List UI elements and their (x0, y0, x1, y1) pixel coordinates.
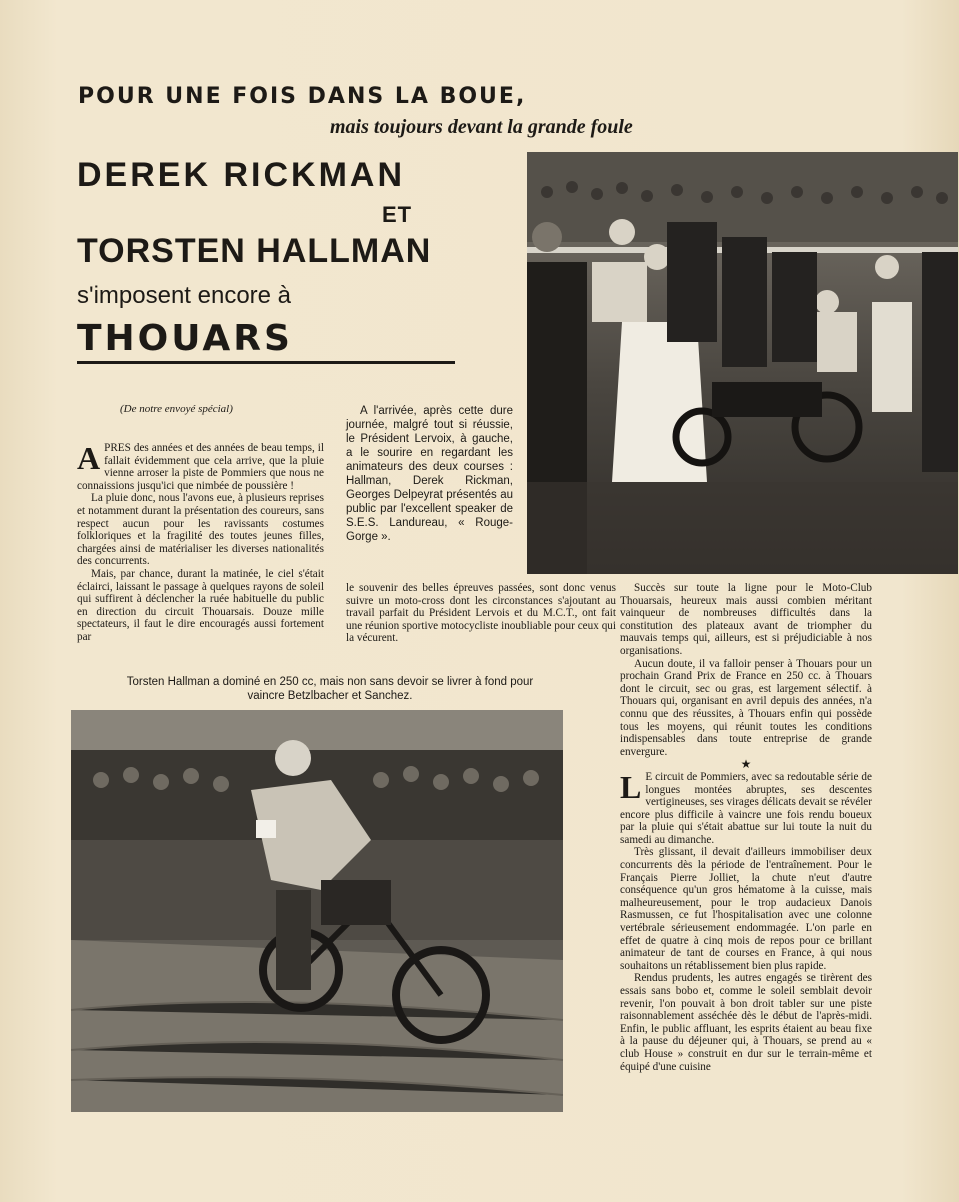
article-column-1 (77, 442, 324, 644)
headline-derek: DEREK RICKMAN (77, 156, 405, 194)
col1-para-1: APRES des années et des années de beau temps, il fallait évidemment que cela arrive, que la pluie vienne arroser la piste de Pommiers que nous ne connaissions jusqu'ici que nimbée de poussière ! (77, 440, 324, 492)
byline: (De notre envoyé spécial) (120, 403, 233, 415)
headline-torsten: TORSTEN HALLMAN (77, 232, 432, 270)
col3-para-4: Très glissant, il devait d'ailleurs immobiliser deux concurrents dès la période de l'entraînement. Pour le Français Pierre Jolliet, la chute n'eut d'autre conséquence qu'un gros hématome à la cuisse, mais malheureusement, pour le trop audacieux Danois Rasmussen, ce fut l'hospitalisation avec une colonne vertébrale sérieusement endommagée. L'on parle en effet de quatre à cinq mois de repos pour ce brillant animateur de tant de courses en France, à qui nous souhaitons un rétablissement bien plus rapide. (620, 846, 872, 972)
article-column-2 (346, 582, 616, 645)
col2-para-1: A l'arrivée, après cette dure journée, malgré tout si réussie, le Président Lervoix, à gauche, a le sourire en regardant les animateurs des deux courses : Hallman, Derek Rickman, Georges Delpeyrat présentés au public par l'excellent speaker de S.E.S. Landureau, « Rouge-Gorge ». (346, 405, 513, 543)
podium-caption-text (346, 404, 513, 544)
dropcap-l: L (620, 768, 642, 805)
col3-para-3: L E circuit de Pommiers, avec sa redoutable série de longues montées abruptes, ses descentes vertigineuses, ses virages délicats devait se révéler encore plus difficile à vaincre une fois rendu boueux par la pluie qui s'était abattue sur lui toute la nuit du samedi au dimanche. (620, 768, 872, 846)
rider-photo-caption: Torsten Hallman a dominé en 250 cc, mais non sans devoir se livrer à fond pour vaincre Betzlbacher et Sanchez. (126, 676, 534, 702)
article-column-3 (620, 582, 872, 1073)
col3-para-5: Rendus prudents, les autres engagés se tirèrent des essais sans bobo et, comme le soleil semblait devoir revenir, l'on pouvait à bon droit tabler sur une piste raisonnablement asséchée dès le début de l'après-midi. Enfin, le public affluant, les esprits étaient au beau fixe à la pause du déjeuner qui, à Thouars, se prend au « club House » construit en dur sur le terrain-même et équipé d'une cuisine (620, 972, 872, 1073)
col3-para-1: Succès sur toute la ligne pour le Moto-Club Thouarsais, heureux mais aussi combien méritant vainqueur de nombreuses difficultés dans la constitution des plateaux avant de triompher du mauvais temps qui, ailleurs, est si préjudiciable à nos organisations. (620, 582, 872, 657)
dropcap-a: A (77, 440, 101, 476)
headline-rule (77, 361, 455, 364)
col2-para-2: le souvenir des belles épreuves passées, sont donc venus suivre un moto-cross dont les circonstances s'ajoutant au travail parfait du Président Lervois et du M.C.T., ont fait une réunion sportive motocycliste inoubliable pour ceux qui la vécurent. (346, 582, 616, 645)
col1-para-3: Mais, par chance, durant la matinée, le ciel s'était éclairci, laissant le passage à quelques rayons de soleil qui suffirent à déclencher la ruée habituelle du public en direction du circuit Thouarsais. Douze mille spectateurs, il faut le dire encouragés aussi fortement par (77, 567, 324, 643)
headline-et: ET (382, 202, 413, 227)
section-star: ★ (740, 757, 752, 772)
kicker-subheadline: mais toujours devant la grande foule (330, 116, 633, 138)
col3-para-2: Aucun doute, il va falloir penser à Thouars pour un prochain Grand Prix de France en 250 cc. à Thouars dont le circuit, sec ou gras, est largement sélectif. à Thouars qui, organisant en avril depuis des années, n'a connu que des réussites, à Thouars enfin qui possède tous les moyens, qui réunit toutes les conditions indispensables dans toute entreprise de grande envergure. (620, 657, 872, 758)
rider-photo (71, 710, 563, 1112)
headline-impose: s'imposent encore à (77, 282, 292, 309)
podium-photo (527, 152, 958, 574)
col1-para-2: La pluie donc, nous l'avons eue, à plusieurs reprises et notamment durant la présentation des coureurs, sans respect aucun pour les ravissants costumes folkloriques et la fragilité des toutes jeunes filles, chargées ainsi de matérialiser les diverses nationalités des concurrents. (77, 492, 324, 568)
headline-thouars: THOUARS (77, 318, 293, 359)
kicker-headline: POUR UNE FOIS DANS LA BOUE, (78, 84, 527, 109)
